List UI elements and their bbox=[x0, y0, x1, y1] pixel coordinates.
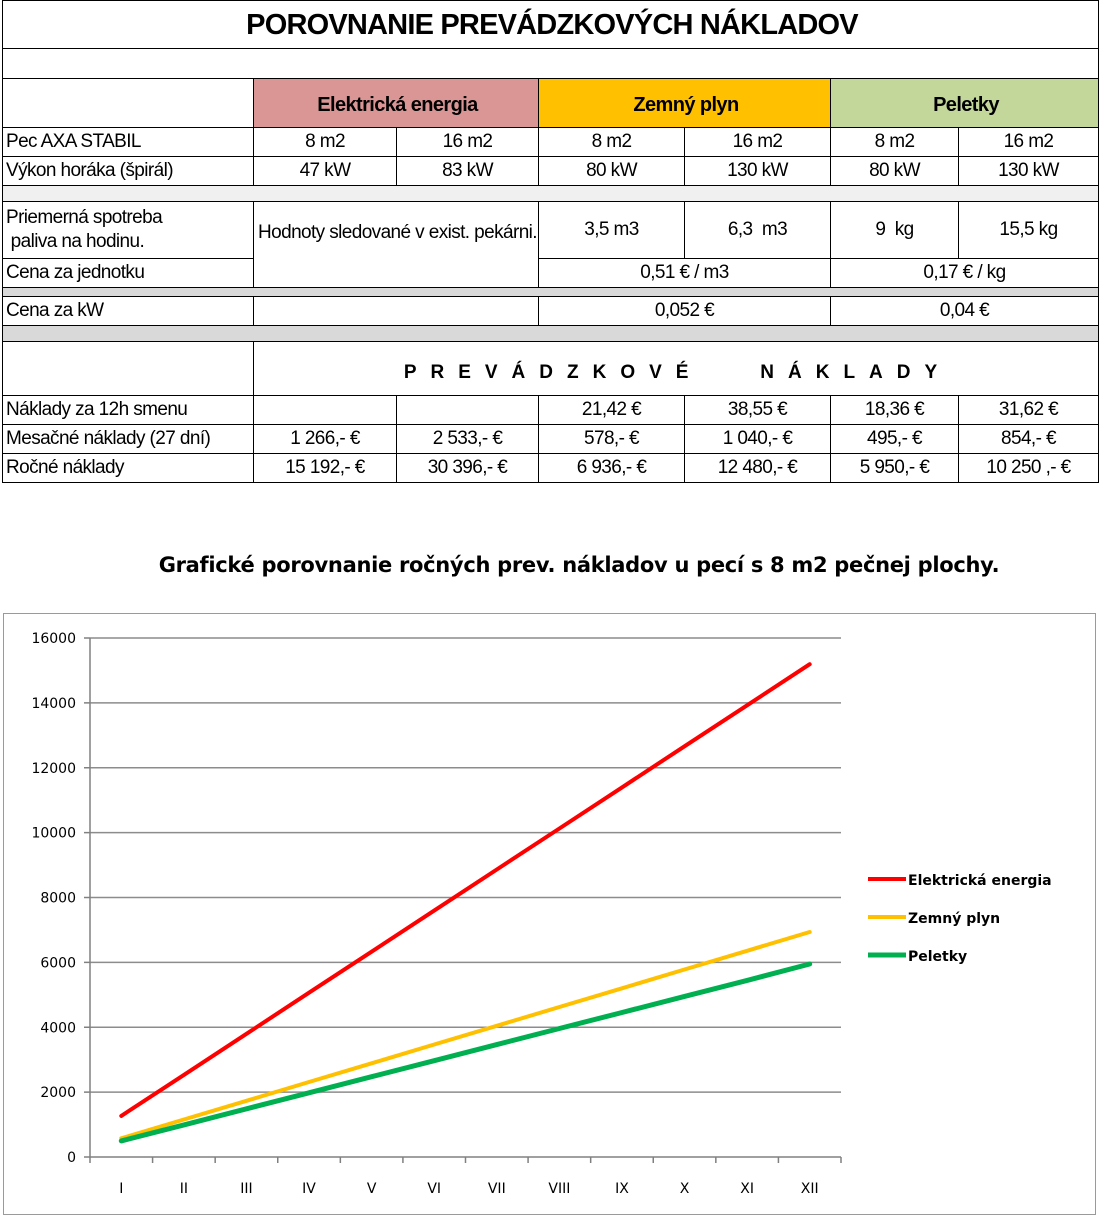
y-tick-label: 12000 bbox=[31, 760, 76, 777]
row-label-unit-price: Cena za jednotku bbox=[3, 259, 254, 288]
cell-monthly-electric-16: 2 533,- € bbox=[397, 425, 539, 454]
section-empty-cell bbox=[3, 342, 254, 396]
y-tick-label: 16000 bbox=[31, 631, 76, 647]
cell-oven-electric-16: 16 m2 bbox=[397, 128, 539, 157]
cell-monthly-gas-8: 578,- € bbox=[539, 425, 685, 454]
cell-shift-pellets-16: 31,62 € bbox=[959, 396, 1099, 425]
cell-oven-electric-8: 8 m2 bbox=[254, 128, 397, 157]
header-empty-cell bbox=[3, 79, 254, 128]
table-row bbox=[3, 157, 1099, 186]
cell-unit-price-gas: 0,51 € / m3 bbox=[539, 259, 831, 288]
x-tick-label: XI bbox=[740, 1181, 754, 1197]
table-row bbox=[3, 297, 1099, 326]
row-label-price-kw: Cena za kW bbox=[3, 297, 254, 326]
line-chart bbox=[3, 613, 1096, 1215]
x-tick-label: VIII bbox=[548, 1181, 571, 1197]
y-tick-label: 10000 bbox=[31, 825, 76, 842]
table-row bbox=[3, 128, 1099, 157]
cell-price-kw-pellets: 0,04 € bbox=[831, 297, 1099, 326]
electric-measured-note: Hodnoty sledované v exist. pekárni. bbox=[254, 202, 539, 288]
x-tick-label: I bbox=[119, 1181, 124, 1197]
blank-row bbox=[3, 49, 1099, 79]
cell-shift-electric-16 bbox=[397, 396, 539, 425]
cell-power-pellets-16: 130 kW bbox=[959, 157, 1099, 186]
cell-shift-pellets-8: 18,36 € bbox=[831, 396, 959, 425]
cell-yearly-pellets-8: 5 950,- € bbox=[831, 454, 959, 483]
row-label-power: Výkon horáka (špirál) bbox=[3, 157, 254, 186]
separator-row bbox=[3, 186, 1099, 202]
table-row bbox=[3, 396, 1099, 425]
row-label-yearly: Ročné náklady bbox=[3, 454, 254, 483]
cell-shift-electric-8 bbox=[254, 396, 397, 425]
x-tick-label: III bbox=[240, 1181, 253, 1197]
x-tick-label: II bbox=[179, 1181, 189, 1197]
row-label-consumption bbox=[3, 202, 254, 259]
group-header-gas: Zemný plyn bbox=[539, 79, 831, 128]
y-tick-label: 8000 bbox=[40, 890, 76, 907]
section-title-operating-costs: PREVÁDZKOVÉ NÁKLADY bbox=[254, 342, 1099, 396]
cell-yearly-pellets-16: 10 250 ,- € bbox=[959, 454, 1099, 483]
cell-shift-gas-16: 38,55 € bbox=[685, 396, 831, 425]
y-tick-label: 14000 bbox=[31, 695, 76, 712]
table-title: POROVNANIE PREVÁDZKOVÝCH NÁKLADOV bbox=[3, 1, 1099, 49]
chart-title: Grafické porovnanie ročných prev. nákladov u pecí s 8 m2 pečnej plochy. bbox=[158, 553, 1000, 577]
legend-label: Peletky bbox=[908, 949, 968, 965]
cell-consumption-pellets-8: 9 kg bbox=[831, 202, 959, 259]
cell-yearly-electric-16: 30 396,- € bbox=[397, 454, 539, 483]
separator-row bbox=[3, 288, 1099, 297]
x-tick-label: VI bbox=[427, 1181, 442, 1197]
table-row bbox=[3, 202, 1099, 259]
group-header-pellets: Peletky bbox=[831, 79, 1099, 128]
cell-power-gas-16: 130 kW bbox=[685, 157, 831, 186]
cell-oven-pellets-16: 16 m2 bbox=[959, 128, 1099, 157]
consumption-label-line2: paliva na hodinu. bbox=[6, 231, 145, 252]
series-line bbox=[121, 664, 809, 1116]
cell-unit-price-pellets: 0,17 € / kg bbox=[831, 259, 1099, 288]
legend-label: Elektrická energia bbox=[908, 873, 1052, 889]
cell-monthly-electric-8: 1 266,- € bbox=[254, 425, 397, 454]
cell-power-electric-8: 47 kW bbox=[254, 157, 397, 186]
y-tick-label: 0 bbox=[67, 1150, 76, 1166]
cell-yearly-gas-16: 12 480,- € bbox=[685, 454, 831, 483]
cost-comparison-table bbox=[2, 0, 1099, 483]
legend-label: Zemný plyn bbox=[908, 911, 1001, 927]
cell-power-pellets-8: 80 kW bbox=[831, 157, 959, 186]
cell-consumption-pellets-16: 15,5 kg bbox=[959, 202, 1099, 259]
cell-oven-gas-8: 8 m2 bbox=[539, 128, 685, 157]
cell-price-kw-electric bbox=[254, 297, 539, 326]
row-label-monthly: Mesačné náklady (27 dní) bbox=[3, 425, 254, 454]
cell-consumption-gas-16: 6,3 m3 bbox=[685, 202, 831, 259]
table-row bbox=[3, 454, 1099, 483]
x-tick-label: VII bbox=[487, 1181, 506, 1197]
cell-oven-gas-16: 16 m2 bbox=[685, 128, 831, 157]
table-row bbox=[3, 425, 1099, 454]
x-tick-label: XII bbox=[800, 1181, 819, 1197]
cell-shift-gas-8: 21,42 € bbox=[539, 396, 685, 425]
table-row bbox=[3, 259, 1099, 288]
x-tick-label: IV bbox=[302, 1181, 316, 1197]
chart-canvas bbox=[4, 614, 1097, 1216]
x-tick-label: IX bbox=[615, 1181, 629, 1197]
cell-power-gas-8: 80 kW bbox=[539, 157, 685, 186]
cell-yearly-electric-8: 15 192,- € bbox=[254, 454, 397, 483]
group-header-electric: Elektrická energia bbox=[254, 79, 539, 128]
x-tick-label: X bbox=[679, 1181, 690, 1197]
cell-price-kw-gas: 0,052 € bbox=[539, 297, 831, 326]
cell-monthly-gas-16: 1 040,- € bbox=[685, 425, 831, 454]
series-line bbox=[121, 964, 809, 1141]
row-label-shift: Náklady za 12h smenu bbox=[3, 396, 254, 425]
cell-power-electric-16: 83 kW bbox=[397, 157, 539, 186]
cell-oven-pellets-8: 8 m2 bbox=[831, 128, 959, 157]
y-tick-label: 6000 bbox=[40, 955, 76, 972]
y-tick-label: 2000 bbox=[40, 1085, 76, 1102]
row-label-oven: Pec AXA STABIL bbox=[3, 128, 254, 157]
consumption-label-line1: Priemerná spotreba bbox=[6, 207, 163, 228]
cell-yearly-gas-8: 6 936,- € bbox=[539, 454, 685, 483]
x-tick-label: V bbox=[366, 1181, 377, 1197]
y-tick-label: 4000 bbox=[40, 1020, 76, 1037]
separator-row bbox=[3, 326, 1099, 342]
cell-consumption-gas-8: 3,5 m3 bbox=[539, 202, 685, 259]
cell-monthly-pellets-8: 495,- € bbox=[831, 425, 959, 454]
cell-monthly-pellets-16: 854,- € bbox=[959, 425, 1099, 454]
